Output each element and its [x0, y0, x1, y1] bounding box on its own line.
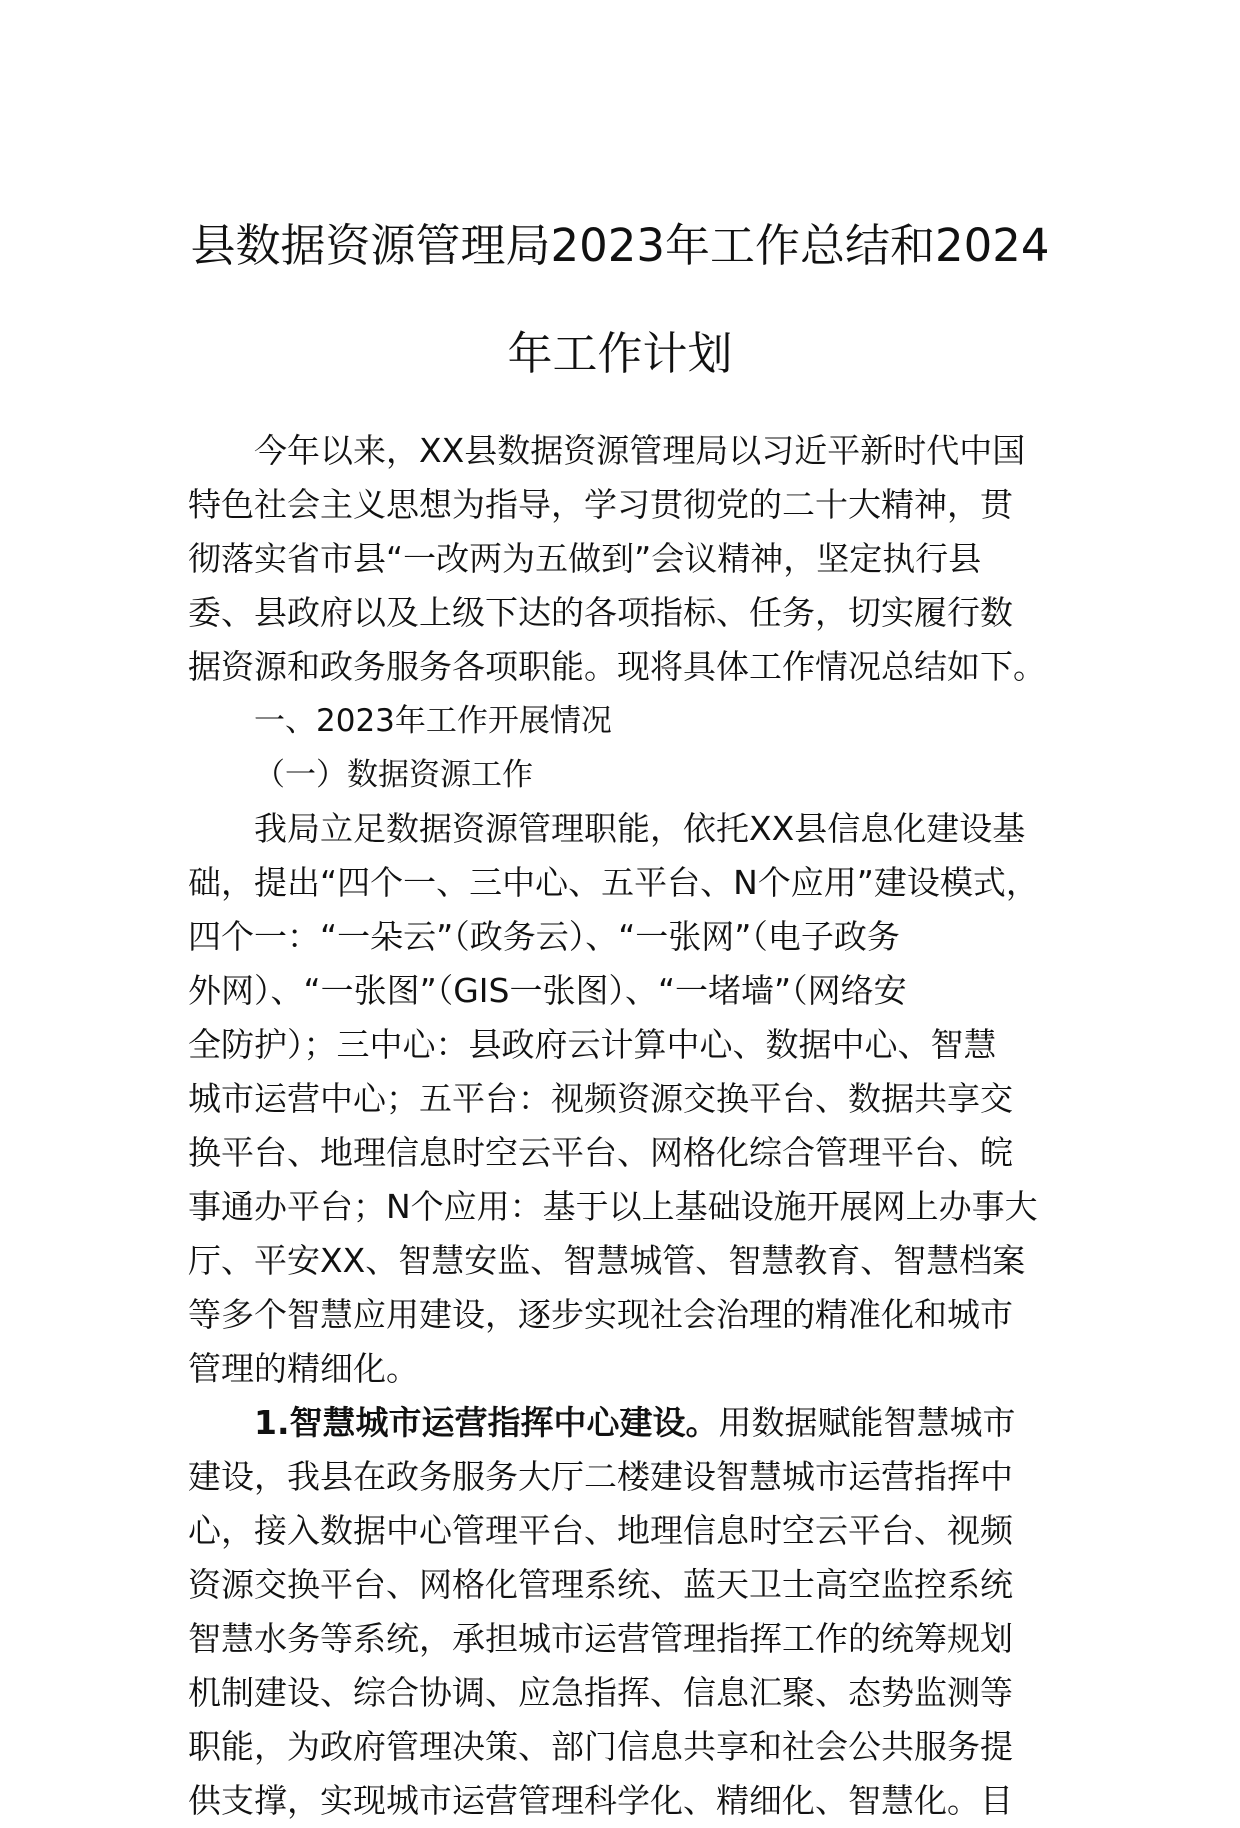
title-line-2: 年工作计划: [507, 327, 733, 380]
subsection-heading: （一）数据资源工作: [254, 757, 533, 793]
paragraph-line: 等多个智慧应用建设，逐步实现社会治理的精准化和城市: [188, 1295, 1013, 1334]
paragraph-line: 委、县政府以及上级下达的各项指标、任务，切实履行数: [188, 593, 1013, 632]
paragraph-line: 换平台、地理信息时空云平台、网格化综合管理平台、皖: [188, 1133, 1013, 1172]
document-body: [188, 424, 1068, 1828]
paragraph-line: 四个一：“一朵云”（政务云）、“一张网”（电子政务: [188, 917, 900, 956]
title-line-1: 县数据资源管理局2023年工作总结和2024: [190, 219, 1050, 272]
paragraph-line: 职能，为政府管理决策、部门信息共享和社会公共服务提: [188, 1727, 1013, 1766]
paragraph-line: 厅、平安XX、智慧安监、智慧城管、智慧教育、智慧档案: [188, 1241, 1026, 1280]
paragraph-line: 管理的精细化。: [188, 1349, 419, 1388]
paragraph-line: 今年以来，XX县数据资源管理局以习近平新时代中国: [254, 431, 1026, 470]
paragraph-line: 建设，我县在政务服务大厅二楼建设智慧城市运营指挥中: [188, 1457, 1013, 1496]
paragraph-line: 我局立足数据资源管理职能，依托XX县信息化建设基: [254, 809, 1026, 848]
paragraph-line: 心，接入数据中心管理平台、地理信息时空云平台、视频: [188, 1511, 1013, 1550]
bold-lead-heading: 1.智慧城市运营指挥中心建设。: [254, 1403, 719, 1442]
paragraph-line: 事通办平台；N个应用：基于以上基础设施开展网上办事大: [188, 1187, 1038, 1226]
section-heading: 一、2023年工作开展情况: [254, 703, 612, 739]
paragraph-line: 特色社会主义思想为指导，学习贯彻党的二十大精神，贯: [188, 485, 1013, 524]
paragraph-line: 供支撑，实现城市运营管理科学化、精细化、智慧化。目: [188, 1781, 1013, 1820]
paragraph-line-rest: 用数据赋能智慧城市: [718, 1403, 1016, 1442]
paragraph-line: 机制建设、综合协调、应急指挥、信息汇聚、态势监测等: [188, 1673, 1013, 1712]
document-title: [150, 192, 1090, 408]
paragraph-line-with-lead: [188, 1396, 1068, 1450]
paragraph-line: 智慧水务等系统，承担城市运营管理指挥工作的统筹规划: [188, 1619, 1013, 1658]
paragraph-line: 全防护）；三中心：县政府云计算中心、数据中心、智慧: [188, 1025, 997, 1064]
paragraph-line: 据资源和政务服务各项职能。现将具体工作情况总结如下。: [188, 647, 1046, 686]
paragraph-line: 础，提出“四个一、三中心、五平台、N个应用”建设模式，: [188, 863, 1039, 902]
paragraph-line: 资源交换平台、网格化管理系统、蓝天卫士高空监控系统: [188, 1565, 1013, 1604]
paragraph-line: 城市运营中心；五平台：视频资源交换平台、数据共享交: [188, 1079, 1013, 1118]
paragraph-line: 外网）、“一张图”（GIS一张图）、“一堵墙”（网络安: [188, 971, 907, 1010]
paragraph-line: 彻落实省市县“一改两为五做到”会议精神，坚定执行县: [188, 539, 982, 578]
